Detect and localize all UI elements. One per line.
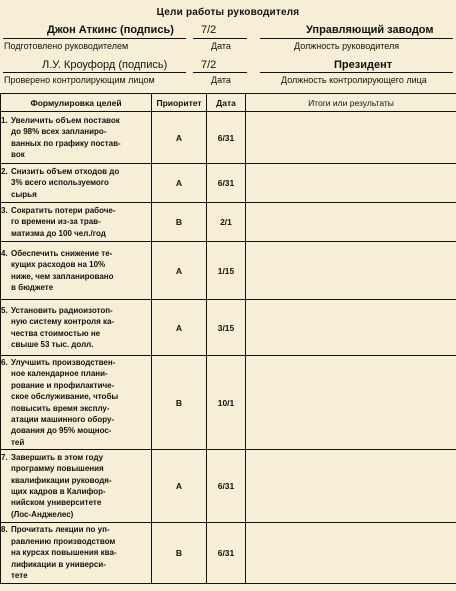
- manager-position-caption: Должность руководителя: [294, 41, 400, 51]
- goal-text-line: лификации в универси-: [11, 559, 106, 569]
- goal-text-line: Установить радиоизотоп-: [11, 305, 113, 315]
- manager-date-caption: Дата: [211, 41, 231, 51]
- priority-cell: А: [152, 300, 207, 356]
- table-row: [1, 242, 456, 300]
- goal-cell: [1, 450, 152, 523]
- supervisor-position: Президент: [334, 59, 393, 71]
- goal-cell: [1, 300, 152, 356]
- date-cell: 10/1: [207, 356, 246, 450]
- goal-text-line: 3% всего используемого: [11, 178, 109, 188]
- table-row: [1, 450, 456, 523]
- supervisor-position-line: [260, 72, 453, 73]
- supervisor-date-line: [193, 72, 247, 73]
- goal-text-line: квалификации руководя-: [11, 475, 112, 485]
- table-row: [1, 300, 456, 356]
- goal-text: [11, 166, 133, 200]
- goal-number: 1.: [1, 115, 8, 125]
- goal-number: 7.: [1, 452, 8, 462]
- date-cell: 6/31: [207, 164, 246, 203]
- goal-text-line: рование и профилактиче-: [11, 380, 115, 390]
- column-header-priority: Приоритет: [152, 94, 207, 112]
- manager-signature-line: [3, 38, 186, 39]
- date-cell: 6/31: [207, 523, 246, 584]
- goal-text-line: программу повышения: [11, 464, 104, 474]
- goal-text-line: Сократить потери рабоче-: [11, 205, 116, 215]
- goal-text-line: матизма до 100 чел./год: [11, 228, 106, 238]
- goal-text-line: вок: [11, 149, 25, 159]
- column-header-goal: Формулировка целей: [1, 94, 152, 112]
- goal-text: [11, 115, 133, 161]
- goal-text-line: до 98% всех запланиро-: [11, 127, 107, 137]
- results-cell[interactable]: [246, 112, 456, 164]
- goal-number: 8.: [1, 525, 8, 535]
- goal-text: [11, 524, 133, 581]
- goals-table: [0, 93, 456, 584]
- goal-number: 4.: [1, 248, 8, 258]
- column-header-results: Итоги или результаты: [246, 94, 456, 112]
- date-cell: 6/31: [207, 112, 246, 164]
- column-header-date: Дата: [207, 94, 246, 112]
- results-cell[interactable]: [246, 356, 456, 450]
- results-cell[interactable]: [246, 203, 456, 242]
- goal-number: 5.: [1, 305, 8, 315]
- date-cell: 1/15: [207, 242, 246, 300]
- goal-cell: [1, 523, 152, 584]
- goal-text-line: Увеличить объем поставок: [11, 115, 120, 125]
- goal-text-line: тей: [11, 437, 25, 447]
- manager-signature: Джон Аткинс (подпись): [47, 24, 174, 36]
- goal-text-line: повысить время эксплу-: [11, 403, 110, 413]
- supervisor-date-caption: Дата: [211, 75, 231, 85]
- goal-text-line: равлению производством: [11, 536, 116, 546]
- goal-text-line: сырья: [11, 189, 37, 199]
- goal-text-line: атации машинного обору-: [11, 414, 115, 424]
- goal-cell: [1, 203, 152, 242]
- results-cell[interactable]: [246, 164, 456, 203]
- priority-cell: А: [152, 242, 207, 300]
- goal-text-line: (Лос-Анджелес): [11, 509, 74, 519]
- goal-number: 2.: [1, 166, 8, 176]
- manager-position-line: [260, 38, 453, 39]
- goal-text-line: в бюджете: [11, 282, 54, 292]
- goal-text-line: ское обслуживание, чтобы: [11, 392, 119, 402]
- manager-date: 7/2: [201, 24, 217, 36]
- goal-text-line: ную систему контроля ка-: [11, 317, 115, 327]
- goal-text: [11, 248, 133, 294]
- goal-text-line: на курсах повышения ква-: [11, 548, 117, 558]
- goal-text-line: дования до 95% мощнос-: [11, 426, 112, 436]
- goal-text-line: Обеспечить снижение те-: [11, 248, 113, 258]
- supervisor-signature-line: [3, 72, 186, 73]
- supervisor-position-caption: Должность контролирующего лица: [281, 75, 427, 85]
- goal-cell: [1, 112, 152, 164]
- results-cell[interactable]: [246, 450, 456, 523]
- goal-text-line: ванных по графику постав-: [11, 138, 121, 148]
- results-cell[interactable]: [246, 242, 456, 300]
- priority-cell: В: [152, 523, 207, 584]
- priority-cell: В: [152, 356, 207, 450]
- goal-text: [11, 305, 133, 351]
- goal-rows: [1, 112, 456, 584]
- goal-text-line: щих кадров в Калифор-: [11, 487, 106, 496]
- goal-cell: [1, 356, 152, 450]
- table-header-row: [1, 94, 456, 112]
- goal-text-line: Завершить в этом году: [11, 452, 104, 462]
- priority-cell: А: [152, 450, 207, 523]
- goal-text-line: Снизить объем отходов до: [11, 166, 120, 176]
- priority-cell: А: [152, 112, 207, 164]
- manager-date-line: [193, 38, 247, 39]
- goal-text-line: ниже, чем запланировано: [11, 271, 114, 281]
- table-row: [1, 356, 456, 450]
- goal-text-line: кущих расходов на 10%: [11, 260, 106, 270]
- goal-number: 6.: [1, 357, 8, 367]
- table-row: [1, 203, 456, 242]
- priority-cell: А: [152, 164, 207, 203]
- document-title: Цели работы руководителя: [156, 7, 300, 18]
- results-cell[interactable]: [246, 523, 456, 584]
- goal-cell: [1, 164, 152, 203]
- goal-text-line: Прочитать лекции по уп-: [11, 525, 110, 535]
- goal-text-line: го времени из-за трав-: [11, 217, 101, 227]
- goal-text: [11, 205, 133, 239]
- goal-cell: [1, 242, 152, 300]
- goal-text-line: ное календарное плани-: [11, 369, 108, 379]
- goal-number: 3.: [1, 205, 8, 215]
- table-row: [1, 523, 456, 584]
- table-row: [1, 112, 456, 164]
- priority-cell: В: [152, 203, 207, 242]
- goal-text-line: нийском университете: [11, 498, 102, 508]
- date-cell: 3/15: [207, 300, 246, 356]
- goal-text-line: тете: [11, 571, 28, 581]
- results-cell[interactable]: [246, 300, 456, 356]
- table-row: [1, 164, 456, 203]
- goal-text: [11, 452, 133, 520]
- goal-text: [11, 357, 133, 448]
- supervisor-signature: Л.У. Кроуфорд (подпись): [42, 59, 168, 71]
- goal-text-line: чества стоимостью не: [11, 328, 101, 338]
- date-cell: 6/31: [207, 450, 246, 523]
- manager-caption: Подготовлено руководителем: [4, 41, 129, 51]
- goal-text-line: Улучшить производствен-: [11, 357, 116, 367]
- supervisor-date: 7/2: [201, 59, 217, 71]
- manager-position: Управляющий заводом: [306, 24, 434, 36]
- goal-text-line: свыше 53 тыс. долл.: [11, 339, 94, 349]
- supervisor-caption: Проверено контролирующим лицом: [4, 75, 155, 85]
- date-cell: 2/1: [207, 203, 246, 242]
